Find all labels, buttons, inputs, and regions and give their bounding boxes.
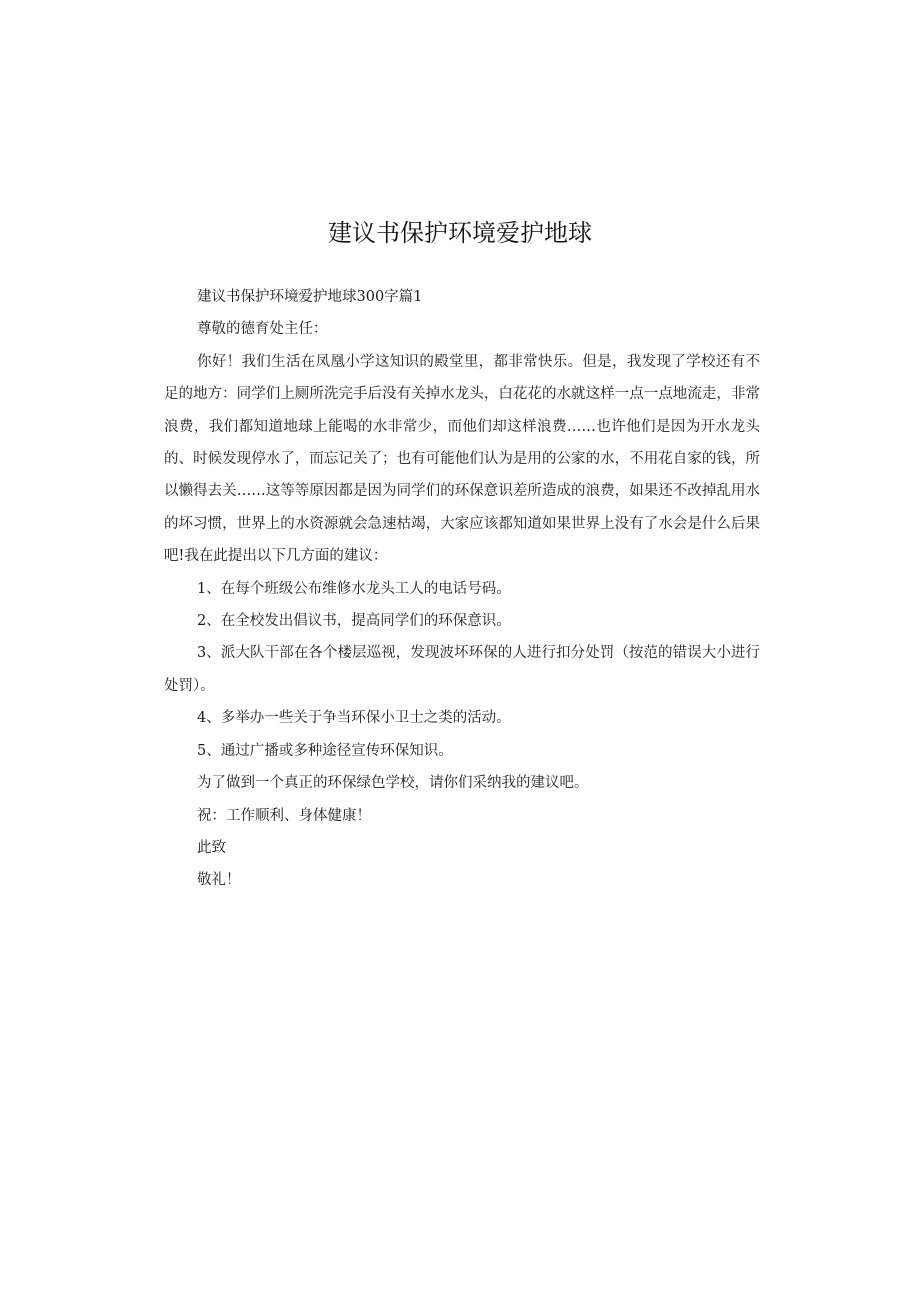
document-body [164,281,760,897]
suggestion-item-2: 2、在全校发出倡议书，提高同学们的环保意识。 [197,613,511,630]
jingli-line: 敬礼！ [197,872,241,889]
salutation: 尊敬的德育处主任： [197,321,328,338]
suggestion-item-4: 4、多举办一些关于争当环保小卫士之类的活动。 [197,710,511,727]
suggestion-item-3: 3、派大队干部在各个楼层巡视，发现波坏环保的人进行扣分处罚（按范的错误大小进行处罚）。 [164,645,760,694]
suggestion-item-1: 1、在每个班级公布维修水龙头工人的电话号码。 [197,580,511,597]
document-subtitle: 建议书保护环境爱护地球300字篇1 [197,289,423,305]
wish-line: 祝：工作顺利、身体健康！ [197,807,371,824]
cizhi-line: 此致 [197,839,226,856]
closing-paragraph: 为了做到一个真正的环保绿色学校，请你们采纳我的建议吧。 [197,775,589,792]
intro-paragraph: 你好！我们生活在凤凰小学这知识的殿堂里，都非常快乐。但是，我发现了学校还有不足的地方：同学们上厕所洗完手后没有关掉水龙头，白花花的水就这样一点一点地流走，非常浪费，我们都知道地球上能喝的水非常少，而他们却这样浪费……也许他们是因为开水龙头的、时候发现停水了，而忘记关了；也有可能他们认为是用的公家的水，不用花自家的钱，所以懒得去关……这等等原因都是因为同学们的环保意识差所造成的浪费，如果还不改掉乱用水的坏习惯，世界上的水资源就会急速枯竭，大家应该都知道如果世界上没有了水会是什么后果吧!我在此提出以下几方面的建议： [164,353,760,565]
suggestion-item-5: 5、通过广播或多种途径宣传环保知识。 [197,742,453,759]
document-title: 建议书保护环境爱护地球 [328,219,592,247]
